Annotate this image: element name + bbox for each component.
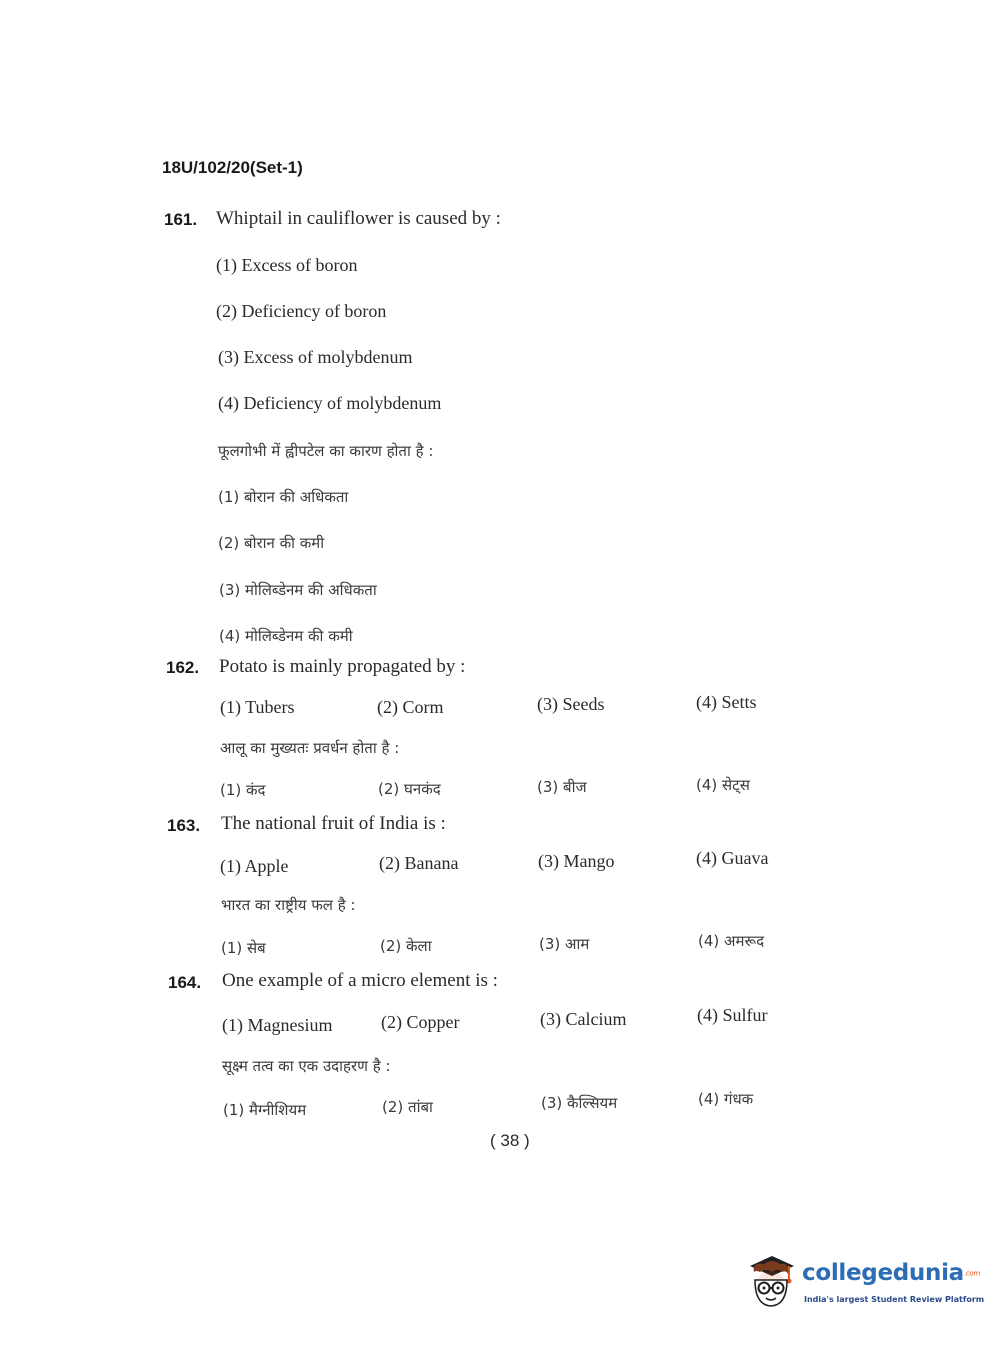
option-hi: (3) बीज xyxy=(537,778,587,796)
option-en: (3) Mango xyxy=(538,851,615,871)
option-hi: (3) कैल्सियम xyxy=(541,1094,618,1112)
question-number: 163. xyxy=(167,816,201,835)
option-en: (2) Corm xyxy=(377,697,444,717)
collegedunia-logo xyxy=(742,1248,985,1318)
option-en: (2) Banana xyxy=(379,853,459,873)
option-en: (4) Setts xyxy=(696,692,757,712)
option-en: (1) Excess of boron xyxy=(216,255,358,275)
option-en: (4) Deficiency of molybdenum xyxy=(218,393,442,413)
logo-suffix: .com xyxy=(963,1269,980,1278)
question-number: 161. xyxy=(164,210,198,229)
option-hi: (2) केला xyxy=(380,937,432,955)
option-en: (2) Copper xyxy=(381,1012,460,1032)
question-number: 162. xyxy=(166,658,200,677)
option-hi: (2) तांबा xyxy=(382,1098,433,1116)
question-number: 164. xyxy=(168,973,202,992)
question-text-hi: भारत का राष्ट्रीय फल है : xyxy=(221,896,356,914)
question-text-en: One example of a micro element is : xyxy=(222,970,498,991)
option-hi: (4) मोलिब्डेनम की कमी xyxy=(219,627,353,645)
option-en: (1) Magnesium xyxy=(222,1015,333,1035)
option-en: (4) Sulfur xyxy=(697,1005,768,1025)
option-en: (1) Apple xyxy=(220,856,289,876)
option-hi: (4) गंधक xyxy=(698,1090,754,1108)
question-text-hi: फूलगोभी में ह्वीपटेल का कारण होता है : xyxy=(218,442,434,460)
option-en: (4) Guava xyxy=(696,848,769,868)
option-hi: (3) आम xyxy=(539,935,590,953)
paper-code: 18U/102/20(Set-1) xyxy=(162,158,303,177)
option-hi: (1) कंद xyxy=(220,781,266,799)
option-hi: (1) सेब xyxy=(221,939,266,957)
logo-name: collegedunia xyxy=(802,1260,964,1286)
question-text-hi: सूक्ष्म तत्व का एक उदाहरण है : xyxy=(222,1057,391,1075)
logo-tagline: India's largest Student Review Platform xyxy=(804,1295,985,1304)
option-en: (2) Deficiency of boron xyxy=(216,301,387,321)
option-en: (1) Tubers xyxy=(220,697,295,717)
option-en: (3) Calcium xyxy=(540,1009,627,1029)
option-hi: (1) मैग्नीशियम xyxy=(223,1101,307,1119)
option-hi: (3) मोलिब्डेनम की अधिकता xyxy=(219,581,377,599)
option-hi: (2) बोरान की कमी xyxy=(218,534,325,552)
option-en: (3) Seeds xyxy=(537,694,605,714)
question-text-hi: आलू का मुख्यतः प्रवर्धन होता है : xyxy=(220,739,400,757)
page-number: ( 38 ) xyxy=(490,1131,530,1150)
option-en: (3) Excess of molybdenum xyxy=(218,347,413,367)
option-hi: (4) अमरूद xyxy=(698,932,765,950)
question-text-en: Whiptail in cauliflower is caused by : xyxy=(216,208,501,229)
question-text-en: Potato is mainly propagated by : xyxy=(219,656,466,677)
option-hi: (1) बोरान की अधिकता xyxy=(218,488,349,506)
logo-wordmark xyxy=(802,1260,980,1286)
option-hi: (2) घनकंद xyxy=(378,780,441,798)
question-text-en: The national fruit of India is : xyxy=(221,813,446,834)
mascot-icon xyxy=(742,1250,800,1312)
option-hi: (4) सेट्स xyxy=(696,776,750,794)
